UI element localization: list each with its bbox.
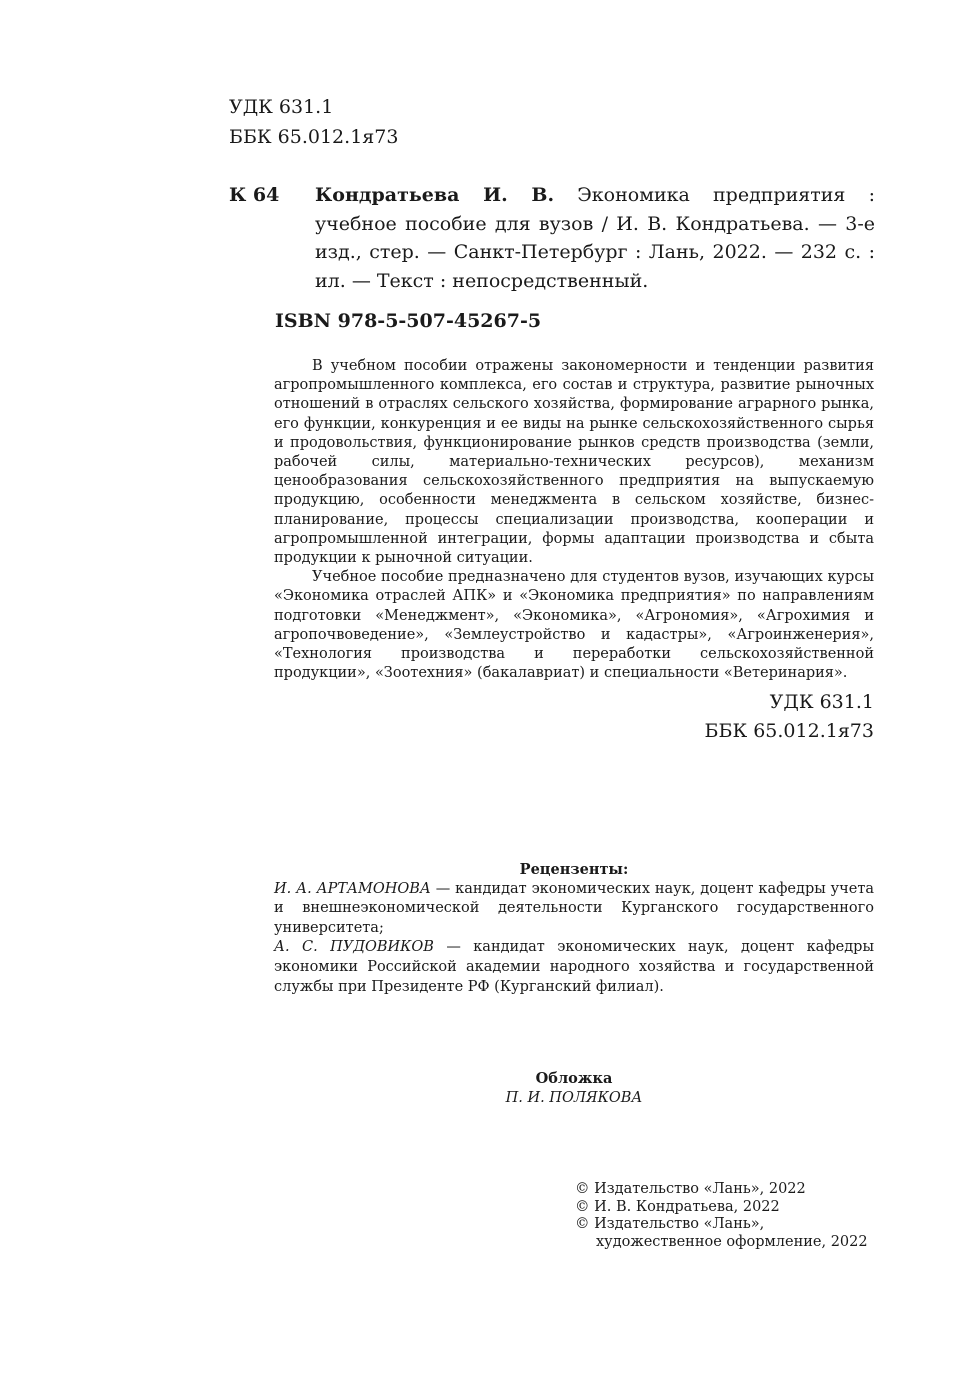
bbk-code: ББК 65.012.1я73 — [704, 720, 874, 742]
cover-designer: П. И. ПОЛЯКОВА — [505, 1089, 643, 1106]
cover-heading: Обложка — [535, 1070, 613, 1087]
reviewers-section — [274, 860, 874, 997]
copyright-line: © Издательство «Лань», — [575, 1216, 765, 1232]
classification-codes-bottom — [600, 688, 874, 746]
copyright-line: © И. В. Кондратьева, 2022 — [575, 1198, 780, 1215]
isbn-number: ISBN 978-5-507-45267-5 — [275, 310, 542, 332]
annotation-paragraph: В учебном пособии отражены закономерности и тенденции развития агропромышленного комплекса, его состав и структура, развитие рыночных отношений в отраслях сельского хозяйства, формирование аграрного рынка, его функции, конкуренция и ее виды на рынке сельскохозяйственного сырья и продовольствия, функционирование рынков средств производства (земли, рабочей силы, материально-технических ресурсов), механизм ценообразования сельскохозяйственного предприятия на выпускаемую продукцию, особенности менеджмента в сельском хозяйстве, бизнес-планирование, процессы специализации производства, кооперации и агропромышленной интеграции, формы адаптации производства и сбыта продукции к рыночной ситуации. — [274, 358, 874, 567]
annotation-paragraph: Учебное пособие предназначено для студентов вузов, изучающих курсы «Экономика отраслей АПК» и «Экономика предприятия» по направлениям подготовки «Менеджмент», «Экономика», «Агрономия», «Агрохимия и агропочвоведение», «Землеустройство и кадастры», «Агроинженерия», «Технология производства и переработки сельскохозяйственной продукции», «Зоотехния» (бакалавриат) и специальности «Ветеринария». — [274, 569, 874, 682]
annotation — [274, 357, 874, 683]
reviewers-heading: Рецензенты: — [519, 861, 629, 878]
reviewer-name: А. С. ПУДОВИКОВ — [274, 939, 434, 956]
bbk-code: ББК 65.012.1я73 — [229, 126, 399, 148]
udk-code: УДК 631.1 — [769, 691, 874, 713]
copyright-block — [575, 1181, 875, 1251]
reviewer-name: И. А. АРТАМОНОВА — [274, 880, 431, 897]
copyright-line: © Издательство «Лань», 2022 — [575, 1181, 806, 1197]
reviewer-description: — кандидат экономических наук, доцент кафедры учета и внешнеэкономической деятельности Курганского государственного университета; — [274, 880, 875, 936]
description-text: Экономика предприятия : учебное пособие для вузов / И. В. Кондратьева. — 3-е изд., стер. — Санкт-Петербург : Лань, 2022. — 232 с. : ил. — Текст : непосредственный. — [315, 184, 875, 292]
author-name: Кондратьева И. В. — [315, 184, 555, 206]
classification-codes-top — [229, 92, 398, 152]
reviewer-entry — [274, 880, 874, 939]
reviewer-entry — [274, 938, 874, 997]
author-cipher: К 64 — [229, 184, 280, 206]
bibliographic-record — [229, 181, 875, 336]
bibliographic-description — [315, 181, 875, 295]
udk-code: УДК 631.1 — [229, 96, 334, 118]
cover-credit — [274, 1069, 874, 1108]
reviewer-description: — кандидат экономических наук, доцент кафедры экономики Российской академии народного хозяйства и государственной службы при Президенте РФ (Курганский филиал). — [274, 939, 874, 995]
copyright-line: художественное оформление, 2022 — [596, 1233, 868, 1250]
